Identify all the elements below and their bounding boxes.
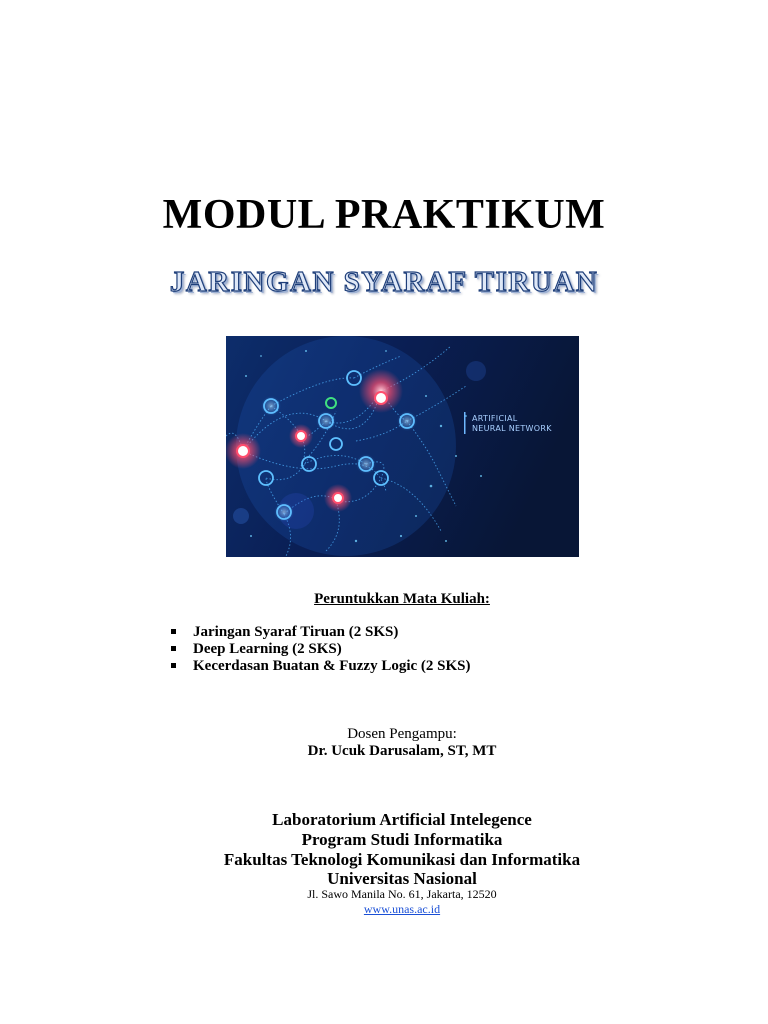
- list-item: [171, 641, 471, 658]
- list-item: [171, 624, 471, 641]
- courses-heading: Peruntukkan Mata Kuliah:: [314, 591, 490, 607]
- university-name: Universitas Nasional: [327, 869, 477, 888]
- image-caption-line2: NEURAL NETWORK: [472, 424, 552, 433]
- website-line: [0, 902, 768, 917]
- cover-image-neural-network: [226, 336, 579, 557]
- lecturer-name: Dr. Ucuk Darusalam, ST, MT: [307, 743, 497, 759]
- list-item: [171, 658, 471, 675]
- website-link[interactable]: www.unas.ac.id: [363, 902, 441, 916]
- document-title: MODUL PRAKTIKUM: [162, 192, 606, 238]
- bullet-icon: [171, 646, 176, 651]
- course-list: [171, 624, 471, 675]
- course-item-label: Kecerdasan Buatan & Fuzzy Logic (2 SKS): [193, 658, 471, 674]
- bullet-icon: [171, 663, 176, 668]
- image-caption-line1: ARTIFICIAL: [472, 414, 518, 423]
- course-item-label: Deep Learning (2 SKS): [193, 641, 342, 657]
- address: Jl. Sawo Manila No. 61, Jakarta, 12520: [307, 887, 497, 901]
- program-name: Program Studi Informatika: [301, 830, 503, 849]
- document-subtitle: JARINGAN SYARAF TIRUAN: [169, 266, 599, 298]
- bullet-icon: [171, 629, 176, 634]
- lecturer-label: Dosen Pengampu:: [347, 726, 457, 742]
- lab-name: Laboratorium Artificial Intelegence: [272, 810, 532, 829]
- course-item-label: Jaringan Syaraf Tiruan (2 SKS): [193, 624, 399, 640]
- faculty-name: Fakultas Teknologi Komunikasi dan Informatika: [223, 850, 581, 869]
